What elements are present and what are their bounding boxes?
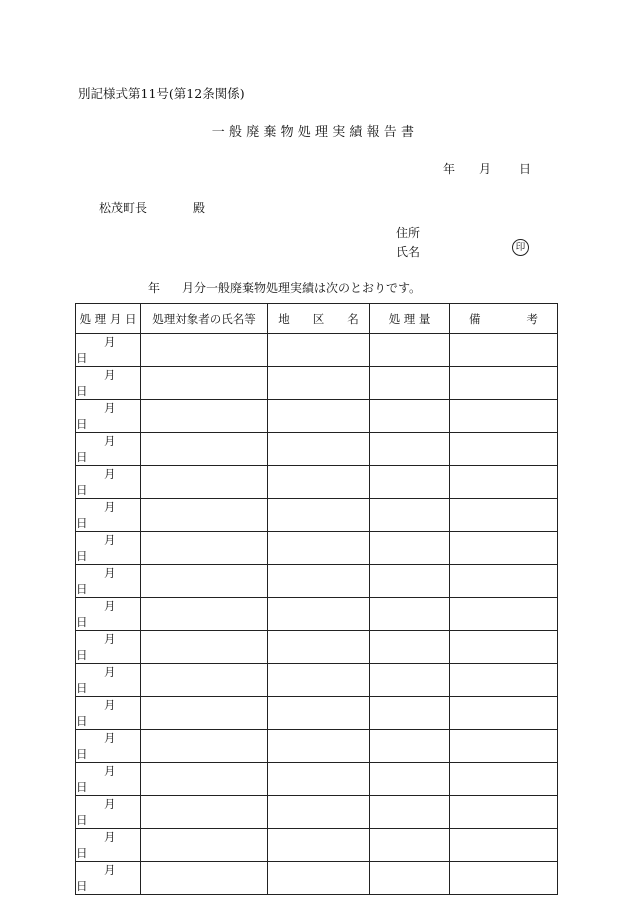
day-label: 日 xyxy=(76,681,88,695)
addressee xyxy=(99,199,205,216)
date-cell[interactable] xyxy=(76,433,141,466)
table-row xyxy=(76,763,558,796)
table-row xyxy=(76,631,558,664)
amount-cell[interactable] xyxy=(370,829,450,862)
day-label: 日 xyxy=(76,549,88,563)
report-date-line xyxy=(443,160,531,177)
month-label: 月 xyxy=(104,566,116,580)
remarks-cell[interactable] xyxy=(450,664,558,697)
remarks-cell[interactable] xyxy=(450,862,558,895)
person-cell[interactable] xyxy=(141,664,268,697)
person-cell[interactable] xyxy=(141,697,268,730)
date-cell[interactable] xyxy=(76,796,141,829)
day-label: 日 xyxy=(76,615,88,629)
remarks-cell[interactable] xyxy=(450,532,558,565)
month-label: 月 xyxy=(104,533,116,547)
day-label: 日 xyxy=(76,846,88,860)
intro-text: 月分一般廃棄物処理実績は次のとおりです。 xyxy=(182,281,422,295)
month-label: 月 xyxy=(104,368,116,382)
amount-cell[interactable] xyxy=(370,664,450,697)
remarks-cell[interactable] xyxy=(450,697,558,730)
header-amount: 処 理 量 xyxy=(370,304,450,334)
remarks-cell[interactable] xyxy=(450,796,558,829)
district-cell[interactable] xyxy=(268,532,370,565)
month-label: 月 xyxy=(104,434,116,448)
date-cell[interactable] xyxy=(76,862,141,895)
remarks-cell[interactable] xyxy=(450,730,558,763)
date-cell[interactable] xyxy=(76,598,141,631)
remarks-cell[interactable] xyxy=(450,334,558,367)
person-cell[interactable] xyxy=(141,367,268,400)
day-label: 日 xyxy=(76,780,88,794)
table-row xyxy=(76,829,558,862)
district-cell[interactable] xyxy=(268,631,370,664)
person-cell[interactable] xyxy=(141,532,268,565)
person-cell[interactable] xyxy=(141,796,268,829)
date-cell[interactable] xyxy=(76,697,141,730)
header-person: 処理対象者の氏名等 xyxy=(141,304,268,334)
remarks-cell[interactable] xyxy=(450,400,558,433)
day-label: 日 xyxy=(76,384,88,398)
person-cell[interactable] xyxy=(141,862,268,895)
table-row xyxy=(76,400,558,433)
month-label: 月 xyxy=(104,500,116,514)
table-row xyxy=(76,433,558,466)
intro-line xyxy=(148,279,421,296)
date-year-label: 年 xyxy=(443,162,456,176)
amount-cell[interactable] xyxy=(370,862,450,895)
district-cell[interactable] xyxy=(268,763,370,796)
person-cell[interactable] xyxy=(141,400,268,433)
table-header-row xyxy=(76,304,558,334)
table-row xyxy=(76,664,558,697)
district-cell[interactable] xyxy=(268,664,370,697)
person-cell[interactable] xyxy=(141,565,268,598)
date-cell[interactable] xyxy=(76,499,141,532)
remarks-cell[interactable] xyxy=(450,433,558,466)
date-day-label: 日 xyxy=(519,162,532,176)
person-cell[interactable] xyxy=(141,466,268,499)
date-cell[interactable] xyxy=(76,664,141,697)
person-cell[interactable] xyxy=(141,829,268,862)
month-label: 月 xyxy=(104,764,116,778)
date-cell[interactable] xyxy=(76,334,141,367)
day-label: 日 xyxy=(76,648,88,662)
form-number: 別記様式第11号(第12条関係) xyxy=(78,86,245,101)
name-label: 氏名 xyxy=(396,245,421,259)
amount-cell[interactable] xyxy=(370,631,450,664)
district-cell[interactable] xyxy=(268,862,370,895)
district-cell[interactable] xyxy=(268,796,370,829)
date-cell[interactable] xyxy=(76,829,141,862)
table-row xyxy=(76,598,558,631)
district-cell[interactable] xyxy=(268,697,370,730)
district-cell[interactable] xyxy=(268,400,370,433)
district-cell[interactable] xyxy=(268,730,370,763)
remarks-cell[interactable] xyxy=(450,763,558,796)
table-row xyxy=(76,697,558,730)
person-cell[interactable] xyxy=(141,499,268,532)
district-cell[interactable] xyxy=(268,565,370,598)
header-remarks: 備 考 xyxy=(450,304,558,334)
remarks-cell[interactable] xyxy=(450,631,558,664)
table-row xyxy=(76,466,558,499)
addressee-name: 松茂町長 xyxy=(99,201,148,215)
date-cell[interactable] xyxy=(76,730,141,763)
amount-cell[interactable] xyxy=(370,400,450,433)
date-month-label: 月 xyxy=(479,162,492,176)
district-cell[interactable] xyxy=(268,433,370,466)
month-label: 月 xyxy=(104,863,116,877)
day-label: 日 xyxy=(76,879,88,893)
remarks-cell[interactable] xyxy=(450,598,558,631)
month-label: 月 xyxy=(104,335,116,349)
date-cell[interactable] xyxy=(76,631,141,664)
date-cell[interactable] xyxy=(76,565,141,598)
district-cell[interactable] xyxy=(268,598,370,631)
day-label: 日 xyxy=(76,582,88,596)
day-label: 日 xyxy=(76,351,88,365)
table-row xyxy=(76,730,558,763)
date-cell[interactable] xyxy=(76,466,141,499)
district-cell[interactable] xyxy=(268,499,370,532)
person-cell[interactable] xyxy=(141,433,268,466)
intro-year-label: 年 xyxy=(148,281,161,295)
month-label: 月 xyxy=(104,797,116,811)
district-cell[interactable] xyxy=(268,466,370,499)
addressee-honorific: 殿 xyxy=(193,201,206,215)
district-cell[interactable] xyxy=(268,829,370,862)
amount-cell[interactable] xyxy=(370,499,450,532)
district-cell[interactable] xyxy=(268,367,370,400)
day-label: 日 xyxy=(76,747,88,761)
month-label: 月 xyxy=(104,830,116,844)
date-cell[interactable] xyxy=(76,763,141,796)
remarks-cell[interactable] xyxy=(450,499,558,532)
day-label: 日 xyxy=(76,483,88,497)
amount-cell[interactable] xyxy=(370,466,450,499)
table-row xyxy=(76,565,558,598)
amount-cell[interactable] xyxy=(370,763,450,796)
district-cell[interactable] xyxy=(268,334,370,367)
amount-cell[interactable] xyxy=(370,796,450,829)
table-row xyxy=(76,796,558,829)
month-label: 月 xyxy=(104,731,116,745)
amount-cell[interactable] xyxy=(370,334,450,367)
table-row xyxy=(76,532,558,565)
records-table xyxy=(75,303,558,895)
table-row xyxy=(76,862,558,895)
month-label: 月 xyxy=(104,401,116,415)
person-cell[interactable] xyxy=(141,334,268,367)
amount-cell[interactable] xyxy=(370,367,450,400)
remarks-cell[interactable] xyxy=(450,565,558,598)
day-label: 日 xyxy=(76,714,88,728)
day-label: 日 xyxy=(76,516,88,530)
header-date: 処 理 月 日 xyxy=(76,304,141,334)
address-label: 住所 xyxy=(396,226,421,240)
day-label: 日 xyxy=(76,450,88,464)
amount-cell[interactable] xyxy=(370,565,450,598)
person-cell[interactable] xyxy=(141,631,268,664)
month-label: 月 xyxy=(104,665,116,679)
table-row xyxy=(76,334,558,367)
month-label: 月 xyxy=(104,467,116,481)
amount-cell[interactable] xyxy=(370,697,450,730)
month-label: 月 xyxy=(104,632,116,646)
month-label: 月 xyxy=(104,698,116,712)
person-cell[interactable] xyxy=(141,598,268,631)
table-row xyxy=(76,499,558,532)
date-cell[interactable] xyxy=(76,532,141,565)
seal-icon: 印 xyxy=(512,239,529,256)
person-cell[interactable] xyxy=(141,763,268,796)
date-cell[interactable] xyxy=(76,400,141,433)
table-row xyxy=(76,367,558,400)
amount-cell[interactable] xyxy=(370,730,450,763)
date-cell[interactable] xyxy=(76,367,141,400)
document-title: 一般廃棄物処理実績報告書 xyxy=(211,125,419,140)
day-label: 日 xyxy=(76,417,88,431)
person-cell[interactable] xyxy=(141,730,268,763)
amount-cell[interactable] xyxy=(370,532,450,565)
amount-cell[interactable] xyxy=(370,598,450,631)
header-district: 地 区 名 xyxy=(268,304,370,334)
month-label: 月 xyxy=(104,599,116,613)
day-label: 日 xyxy=(76,813,88,827)
amount-cell[interactable] xyxy=(370,433,450,466)
remarks-cell[interactable] xyxy=(450,466,558,499)
remarks-cell[interactable] xyxy=(450,829,558,862)
remarks-cell[interactable] xyxy=(450,367,558,400)
